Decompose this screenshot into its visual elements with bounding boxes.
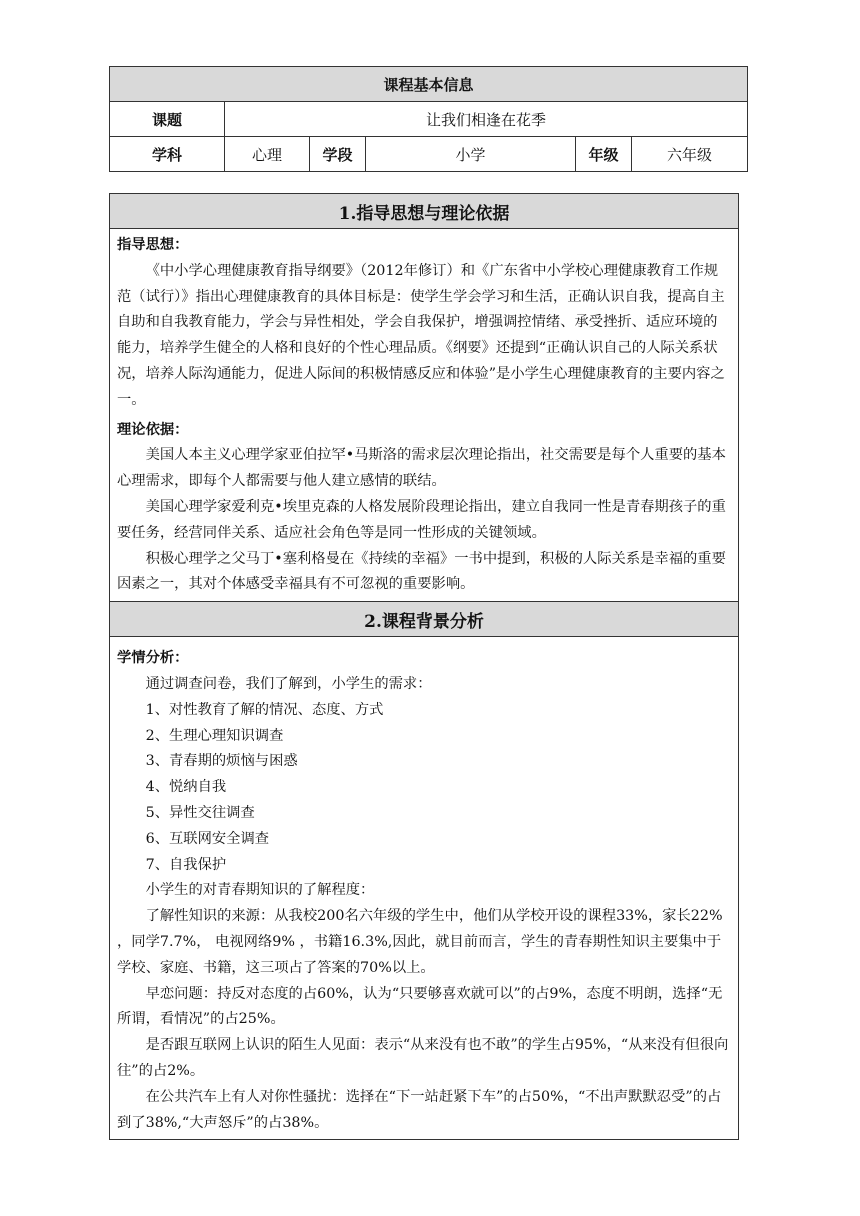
- section1-title: 1.指导思想与理论依据: [110, 194, 739, 229]
- survey-intro: 通过调查问卷，我们了解到，小学生的需求：: [145, 675, 432, 692]
- stage-label: 学段: [310, 137, 366, 172]
- finding-paragraph: 在公共汽车上有人对你性骚扰：选择在“下一站赶紧下车”的占50%，“不出声默默忍受”的占到了38%,“大声怒斥”的占38%。: [117, 1088, 722, 1131]
- guiding-text: 《中小学心理健康教育指导纲要》（2012年修订）和《广东省中小学校心理健康教育工作规范（试行）》指出心理健康教育的具体目标是：使学生学会学习和生活，正确认识自我，提高自主自助和自我教育能力，学会与异性相处，学会自我保护，增强调控情绪、承受挫折、适应环境的能力，培养学生健全的人格和良好的个性心理品质。《纲要》还提到“正确认识自己的人际关系状况，培养人际沟通能力，促进人际间的积极情感反应和体验”是小学生心理健康教育的主要内容之一。: [117, 262, 725, 408]
- need-item: 1、对性教育了解的情况、态度、方式: [145, 701, 384, 718]
- basic-info-table: [109, 66, 748, 172]
- need-item: 4、悦纳自我: [145, 779, 227, 796]
- section2-title: 2.课程背景分析: [110, 602, 739, 637]
- topic-value: 让我们相逢在花季: [225, 102, 748, 137]
- need-item: 2、生理心理知识调查: [145, 727, 284, 744]
- theory-paragraph: 美国心理学家爱利克•埃里克森的人格发展阶段理论指出，建立自我同一性是青春期孩子的重要任务，经营同伴关系、适应社会角色等是同一性形成的关键领域。: [117, 498, 726, 541]
- theory-label: 理论依据：: [117, 421, 189, 438]
- finding-paragraph: 早恋问题：持反对态度的占60%，认为“只要够喜欢就可以”的占9%，态度不明朗，选择“无所谓，看情况”的占25%。: [117, 985, 723, 1028]
- theory-paragraph: 美国人本主义心理学家亚伯拉罕•马斯洛的需求层次理论指出，社交需要是每个人重要的基本心理需求，即每个人都需要与他人建立感情的联结。: [117, 447, 726, 490]
- stage-value: 小学: [366, 137, 576, 172]
- grade-value: 六年级: [632, 137, 748, 172]
- finding-paragraph: 了解性知识的来源：从我校200名六年级的学生中，他们从学校开设的课程33%，家长22% ，同学7.7%， 电视网络9% ，书籍16.3%,因此，就目前而言，学生的青春期性知识主要集中于学校、家庭、书籍，这三项占了答案的70%以上。: [117, 908, 723, 976]
- guiding-label: 指导思想：: [117, 237, 189, 253]
- subject-label: 学科: [110, 137, 225, 172]
- need-item: 6、互联网安全调查: [145, 830, 270, 847]
- section2-body: [110, 637, 739, 1140]
- subject-value: 心理: [225, 137, 310, 172]
- basic-info-title: 课程基本信息: [110, 67, 748, 102]
- knowledge-intro: 小学生的对青春期知识的了解程度：: [145, 882, 375, 899]
- need-item: 5、异性交往调查: [145, 804, 255, 821]
- need-item: 7、自我保护: [145, 856, 227, 873]
- finding-paragraph: 是否跟互联网上认识的陌生人见面：表示“从来没有也不敢”的学生占95%，“从来没有但很向往”的占2%。: [117, 1037, 729, 1079]
- analysis-label: 学情分析：: [117, 650, 189, 667]
- need-item: 3、青春期的烦恼与困惑: [145, 753, 298, 770]
- topic-label: 课题: [110, 102, 225, 137]
- theory-paragraph: 积极心理学之父马丁•塞利格曼在《持续的幸福》一书中提到，积极的人际关系是幸福的重要因素之一，其对个体感受幸福具有不可忽视的重要影响。: [117, 550, 726, 593]
- section1-body: [110, 229, 739, 602]
- grade-label: 年级: [576, 137, 632, 172]
- content-table: [109, 193, 739, 1140]
